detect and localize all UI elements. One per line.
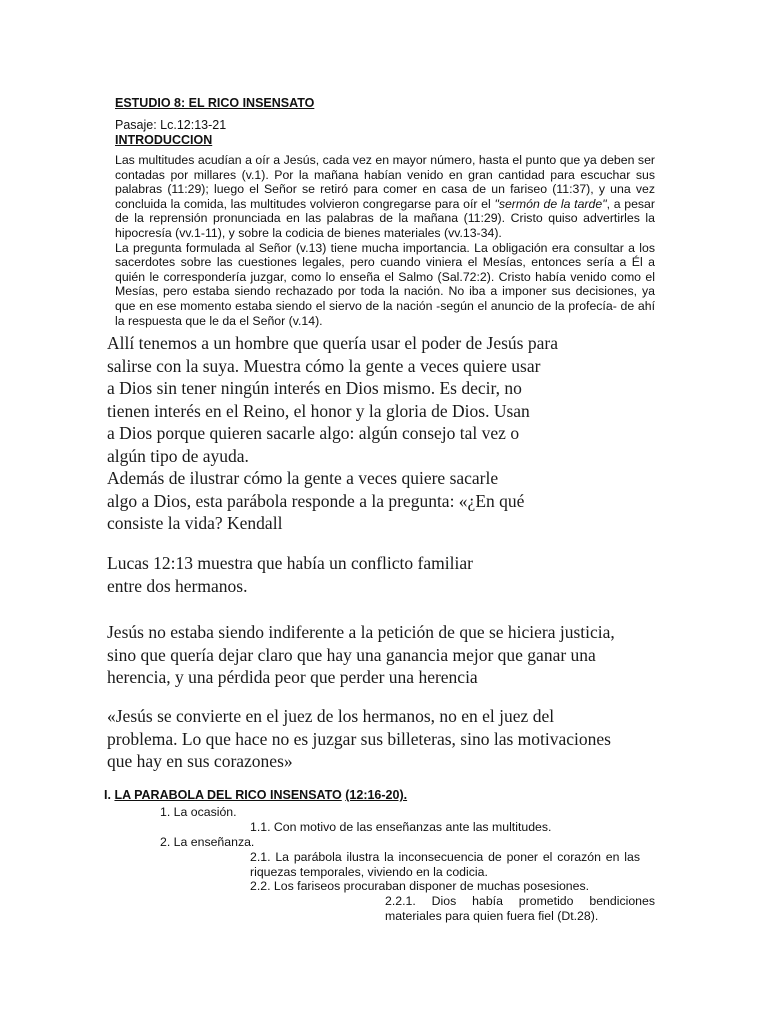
note-line: algo a Dios, esta parábola responde a la pregunta: «¿En qué: [107, 490, 525, 511]
note-line: «Jesús se convierte en el juez de los hermanos, no en el juez del: [107, 706, 555, 726]
note-line: herencia, y una pérdida peor que perder una herencia: [107, 667, 478, 687]
intro-heading: INTRODUCCION: [115, 133, 213, 147]
note-line: Allí tenemos a un hombre que quería usar el poder de Jesús para: [107, 333, 558, 353]
outline-item-1-1: 1.1. Con motivo de las enseñanzas ante las multitudes.: [250, 820, 552, 834]
study-title: ESTUDIO 8: EL RICO INSENSATO: [115, 96, 315, 110]
note-line: Además de ilustrar cómo la gente a veces quiere sacarle: [107, 468, 499, 488]
note-line: Jesús no estaba siendo indiferente a la petición de que se hiciera justicia,: [107, 622, 615, 642]
note-block-4: [107, 705, 707, 773]
note-line: problema. Lo que hace no es juzgar sus billeteras, sino las motivaciones: [107, 728, 611, 749]
section-heading: [104, 788, 407, 802]
note-line: a Dios porque quieren sacarle algo: algún consejo tal vez o: [107, 423, 520, 443]
note-line: que hay en sus corazones»: [107, 751, 293, 771]
section-reference: (12:16-20).: [345, 788, 408, 802]
intro-p1-quote: "sermón de la tarde": [494, 196, 607, 211]
intro-paragraph-1: [115, 153, 655, 241]
outline-item-2-2: 2.2. Los fariseos procuraban disponer de muchas posesiones.: [250, 879, 590, 893]
passage-reference: Pasaje: Lc.12:13-21: [115, 118, 227, 132]
outline-item-2: 2. La enseñanza.: [160, 835, 255, 849]
intro-paragraph-2: La pregunta formulada al Señor (v.13) tiene mucha importancia. La obligación era consultar a los sacerdotes sobre las cuestiones legales, pero cuando viniera el Mesías, entonces sería a Él a quién le correspondería juzgar, como lo enseña el Salmo (Sal.72:2). Cristo había venido como el Mesías, pero estaba siendo rechazado por toda la nación. No iba a imponer sus decisiones, ya que en ese momento estaba siendo el siervo de la nación -según el anuncio de la profecía- de ahí la respuesta que le da el Señor (v.14).: [115, 240, 655, 328]
note-line: a Dios sin tener ningún interés en Dios mismo. Es decir, no: [107, 378, 522, 398]
intro-p1-after: , a pesar de la reprensión pronunciada en las palabras de la mañana (11:29). Cristo quiso advertirles la hipocresía (vv.1-11), y sobre la codicia de bienes materiales (vv.13-34).: [115, 196, 655, 240]
outline-item-2-1: 2.1. La parábola ilustra la inconsecuencia de poner el corazón en las riquezas temporales, viviendo en la codicia.: [250, 850, 640, 879]
outline-item-1: 1. La ocasión.: [160, 805, 237, 819]
note-line: sino que quería dejar claro que hay una ganancia mejor que ganar una: [107, 644, 596, 665]
section-title: LA PARABOLA DEL RICO INSENSATO: [114, 788, 342, 802]
intro-text: [115, 153, 655, 328]
note-line: salirse con la suya. Muestra cómo la gente a veces quiere usar: [107, 355, 541, 376]
outline-item-2-2-1: 2.2.1. Dios había prometido bendiciones materiales para quien fuera fiel (Dt.28).: [385, 894, 655, 923]
section-number: I.: [104, 788, 111, 802]
note-line: tienen interés en el Reino, el honor y la gloria de Dios. Usan: [107, 400, 530, 421]
note-block-3: [107, 621, 707, 689]
note-line: consiste la vida? Kendall: [107, 513, 283, 533]
note-line: Lucas 12:13 muestra que había un conflicto familiar: [107, 553, 473, 573]
note-block-2: [107, 552, 667, 597]
note-block-1: [107, 332, 667, 535]
note-line: algún tipo de ayuda.: [107, 445, 249, 466]
note-line: entre dos hermanos.: [107, 575, 248, 596]
intro-p1-before: Las multitudes acudían a oír a Jesús, cada vez en mayor número, hasta el punto que ya deben ser contadas por millares (v.1). Por la mañana habían venido en gran cantidad para escuchar sus palabras (11:29); luego el Señor se retiró para comer en casa de un fariseo (11:37), y una vez concluida la comida, las multitudes volvieron congregarse para oír el: [115, 153, 655, 211]
